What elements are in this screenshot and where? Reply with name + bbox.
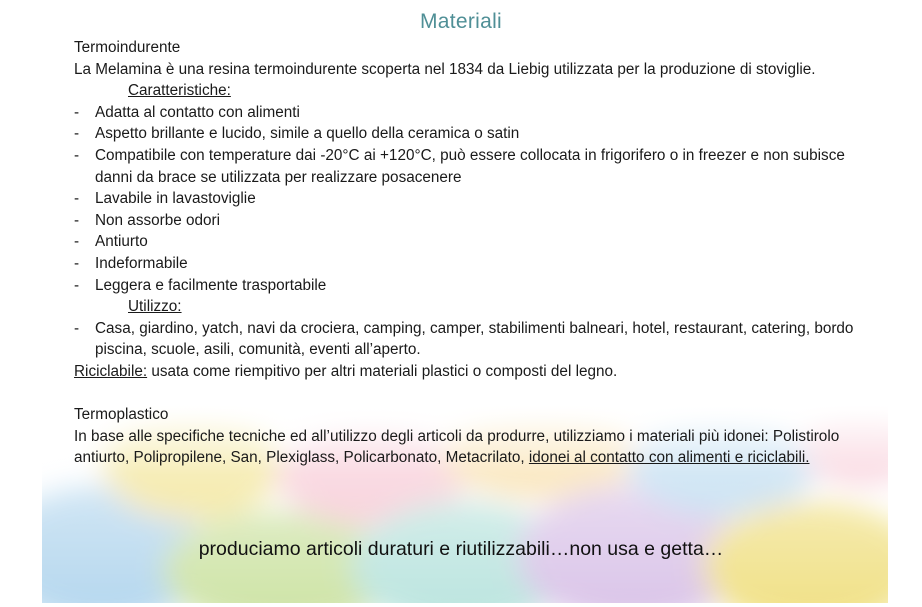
list-item: - Aspetto brillante e lucido, simile a quello della ceramica o satin xyxy=(74,123,864,145)
riciclabile-label: Riciclabile: xyxy=(74,362,148,380)
caratteristiche-label: Caratteristiche: xyxy=(128,82,231,100)
list-item: - Lavabile in lavastoviglie xyxy=(74,188,864,210)
riciclabile-text: usata come riempitivo per altri materiali plastici o composti del legno. xyxy=(147,362,618,380)
list-item: - Non assorbe odori xyxy=(74,210,864,232)
list-item: - Indeformabile xyxy=(74,253,864,275)
content-body xyxy=(74,37,864,469)
utilizzo-label: Utilizzo: xyxy=(128,298,182,316)
intro-paragraph: La Melamina è una resina termoindurente scoperta nel 1834 da Liebig utilizzata per la produzione di stoviglie. xyxy=(74,60,816,78)
list-item: - Adatta al contatto con alimenti xyxy=(74,102,864,124)
closing-statement: produciamo articoli duraturi e riutilizzabili…non usa e getta… xyxy=(198,538,724,560)
termoplastico-underlined-text: idonei al contatto con alimenti e riciclabili. xyxy=(528,449,810,467)
termoplastico-paragraph xyxy=(74,426,864,469)
caratteristiche-list xyxy=(74,102,864,296)
section-heading-termoplastico: Termoplastico xyxy=(74,406,169,424)
list-item: - Compatibile con temperature dai -20°C ai +120°C, può essere collocata in frigorifero o in freezer e non subisce danni da brace se utilizzata per realizzare posacenere xyxy=(74,145,864,188)
page-title: Materiali xyxy=(419,10,503,33)
list-item: - Leggera e facilmente trasportabile xyxy=(74,275,864,297)
utilizzo-list xyxy=(74,318,864,361)
list-item: - Antiurto xyxy=(74,231,864,253)
riciclabile-line xyxy=(74,361,864,383)
termoplastico-text: In base alle specifiche tecniche ed all’utilizzo degli articoli da produrre, utilizziamo i materiali più idonei: Polistirolo antiurto, Polipropilene, San, Plexiglass, Policarbonato, Metacrilato, xyxy=(74,427,840,467)
section-heading-termoindurente: Termoindurente xyxy=(74,39,181,56)
list-item: - Casa, giardino, yatch, navi da crociera, camping, camper, stabilimenti balneari, hotel, restaurant, catering, bordo piscina, scuole, asili, comunità, eventi all’aperto. xyxy=(74,318,864,361)
